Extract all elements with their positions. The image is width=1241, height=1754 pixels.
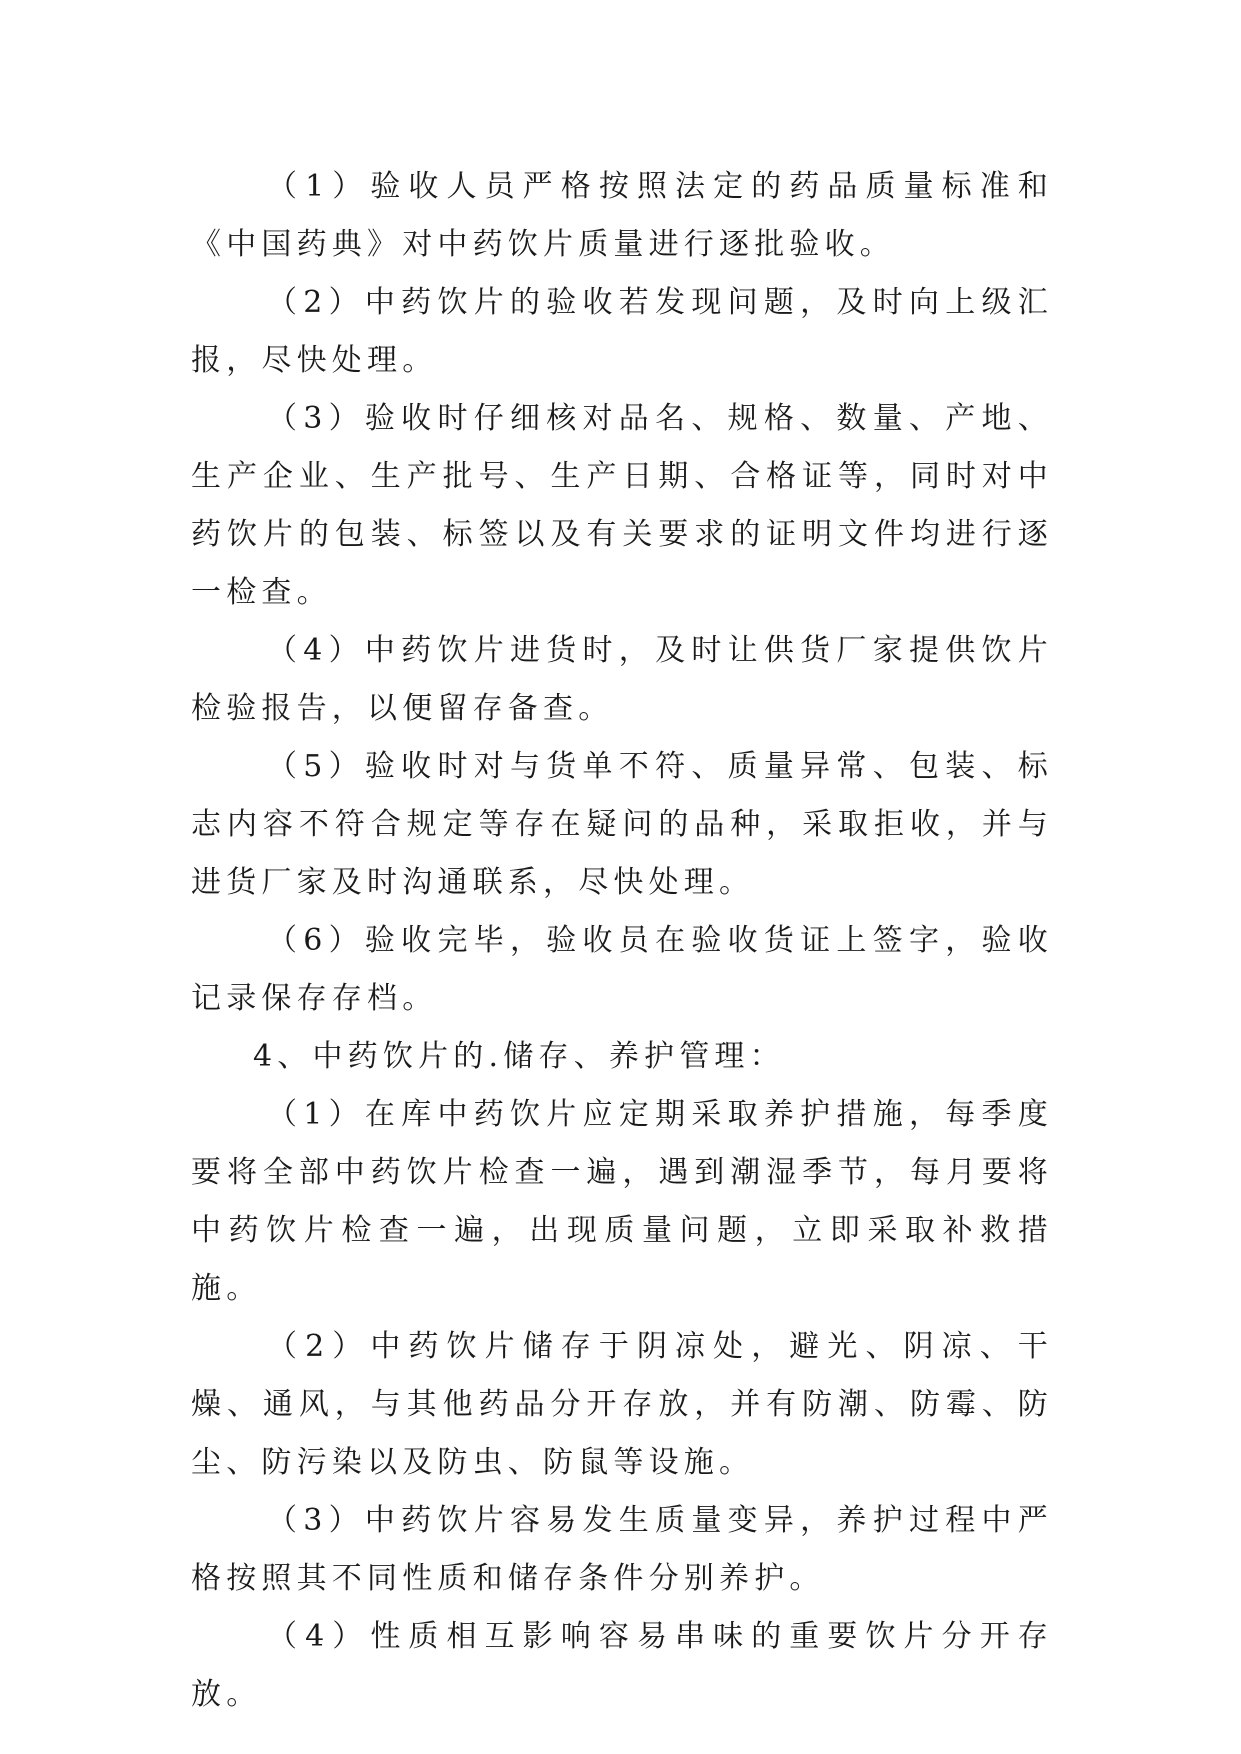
paragraph-acceptance-3: （3）验收时仔细核对品名、规格、数量、产地、生产企业、生产批号、生产日期、合格证等，同时对中药饮片的包装、标签以及有关要求的证明文件均进行逐一检查。 bbox=[191, 401, 1053, 610]
paragraph-acceptance-6: （6）验收完毕，验收员在验收货证上签字，验收记录保存存档。 bbox=[191, 923, 1053, 1016]
paragraph-storage-3: （3）中药饮片容易发生质量变异，养护过程中严格按照其不同性质和储存条件分别养护。 bbox=[191, 1503, 1053, 1596]
paragraph-acceptance-4: （4）中药饮片进货时，及时让供货厂家提供饮片检验报告，以便留存备查。 bbox=[191, 633, 1053, 726]
paragraph-storage-1: （1）在库中药饮片应定期采取养护措施，每季度要将全部中药饮片检查一遍，遇到潮湿季节，每月要将中药饮片检查一遍，出现质量问题，立即采取补救措施。 bbox=[191, 1097, 1053, 1306]
paragraph-storage-4: （4）性质相互影响容易串味的重要饮片分开存放。 bbox=[191, 1619, 1053, 1712]
section-heading-storage: 4、中药饮片的.储存、养护管理： bbox=[253, 1039, 785, 1074]
paragraph-storage-2: （2）中药饮片储存于阴凉处，避光、阴凉、干燥、通风，与其他药品分开存放，并有防潮、防霉、防尘、防污染以及防虫、防鼠等设施。 bbox=[191, 1329, 1053, 1480]
paragraph-acceptance-2: （2）中药饮片的验收若发现问题，及时向上级汇报，尽快处理。 bbox=[191, 285, 1053, 378]
paragraph-acceptance-5: （5）验收时对与货单不符、质量异常、包装、标志内容不符合规定等存在疑问的品种，采取拒收，并与进货厂家及时沟通联系，尽快处理。 bbox=[191, 749, 1053, 900]
paragraph-acceptance-1: （1）验收人员严格按照法定的药品质量标准和《中国药典》对中药饮片质量进行逐批验收。 bbox=[191, 169, 1053, 262]
document-body bbox=[191, 158, 1053, 1724]
